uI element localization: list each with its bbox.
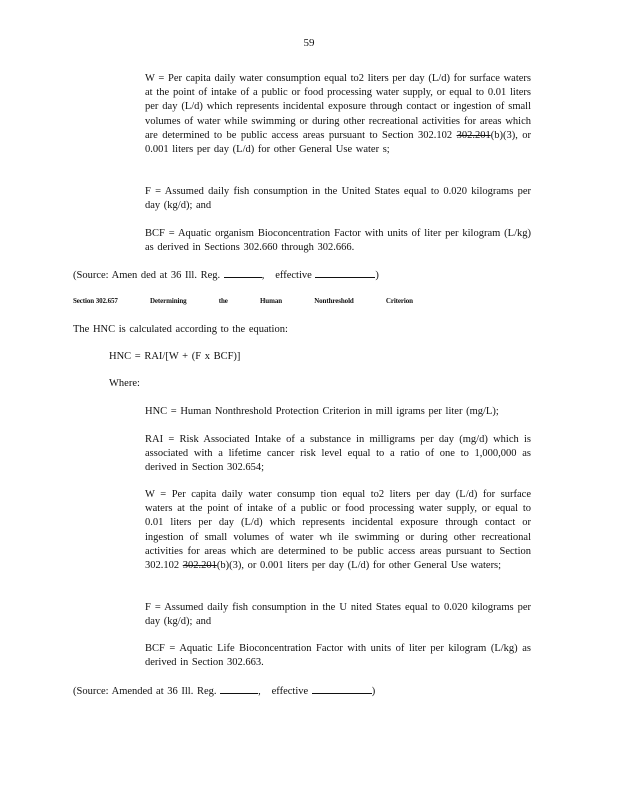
- intro-text: The HNC is calculated according to the equation:: [73, 324, 288, 335]
- bcf-definition-1: BCF = Aquatic organism Bioconcentration Factor with units of liter per kilogram (L/kg) as derived in Sections 302.660 through 302.666.: [145, 228, 531, 254]
- f-definition-2: F = Assumed daily fish consumption in the U nited States equal to 0.020 kilograms per day (kg/d); and: [145, 602, 531, 628]
- where-label: Where:: [109, 378, 140, 389]
- source-note-1-effective: effective: [275, 270, 312, 281]
- source-note-2: (Source: Amended at 36 Ill. Reg. , effective ): [73, 686, 376, 697]
- hnc-definition: HNC = Human Nonthreshold Protection Criterion in mill igrams per liter (mg/L);: [145, 406, 499, 417]
- effective-date-blank-2: [312, 684, 372, 694]
- reg-number-blank-2: [220, 684, 258, 694]
- w-definition-1: [145, 72, 531, 157]
- source-note-2-effective: effective: [271, 686, 309, 697]
- rai-definition: RAI = Risk Associated Intake of a substance in milligrams per day (mg/d) which is associated with a lifetime cancer risk level equal to a ratio of one to 1,000,000 as derived in Section 302.654;: [145, 434, 531, 474]
- w-definition-1-strike: 302.201: [456, 129, 491, 141]
- heading-word-5: Criterion: [385, 297, 413, 305]
- w-definition-1-tail: (b)(3), or 0.001 liters per day (L/d) for other General Use water s;: [145, 129, 532, 156]
- heading-word-1: Determining: [149, 297, 187, 305]
- heading-word-4: Nonthreshold: [314, 297, 354, 305]
- heading-word-3: Human: [259, 297, 283, 305]
- w-definition-2-tail: (b)(3), or 0.001 liters per day (L/d) for other General Use waters;: [216, 560, 502, 572]
- page-number: 59: [303, 37, 315, 49]
- w-definition-2-strike: 302.201: [182, 560, 217, 572]
- w-definition-2-text: W = Per capita daily water consump tion equal to2 liters per day (L/d) for surface waters at the point of intake of a public or food processing water supply, or equal to 0.01 liters per day (L/d) which represents incidental exposure through contact or ingestion of small volumes of water wh ile swimming or during other recreational activities for areas which are determined to be public access areas pursuant to Section 302.102: [145, 489, 531, 572]
- w-definition-1-text: W = Per capita daily water consumption equal to2 liters per day (L/d) for surface waters at the point of intake of a public or food processing water supply, or equal to 0.01 liters per day (L/d) which represents incidental exposure through contact or ingestion of small volumes of water while swimming or during other recreational activities for areas which are determined to be public access areas pursuant to Section 302.102: [145, 73, 531, 141]
- section-heading: [73, 297, 413, 305]
- source-note-1-prefix: (Source: Amen ded at 36 Ill. Reg.: [73, 270, 221, 281]
- source-note-2-prefix: (Source: Amended at 36 Ill. Reg.: [73, 686, 217, 697]
- f-definition-1: F = Assumed daily fish consumption in the United States equal to 0.020 kilograms per day (kg/d); and: [145, 186, 531, 212]
- reg-number-blank-1: [224, 268, 262, 278]
- w-definition-2: [145, 488, 531, 573]
- heading-word-2: the: [218, 297, 228, 305]
- effective-date-blank-1: [315, 268, 375, 278]
- source-note-1: (Source: Amen ded at 36 Ill. Reg. , effective ): [73, 270, 379, 281]
- bcf-definition-2: BCF = Aquatic Life Bioconcentration Factor with units of liter per kilogram (L/kg) as derived in Section 302.663.: [145, 643, 531, 669]
- section-number: Section 302.657: [73, 297, 118, 305]
- hnc-equation: HNC = RAI/[W + (F x BCF)]: [109, 351, 241, 362]
